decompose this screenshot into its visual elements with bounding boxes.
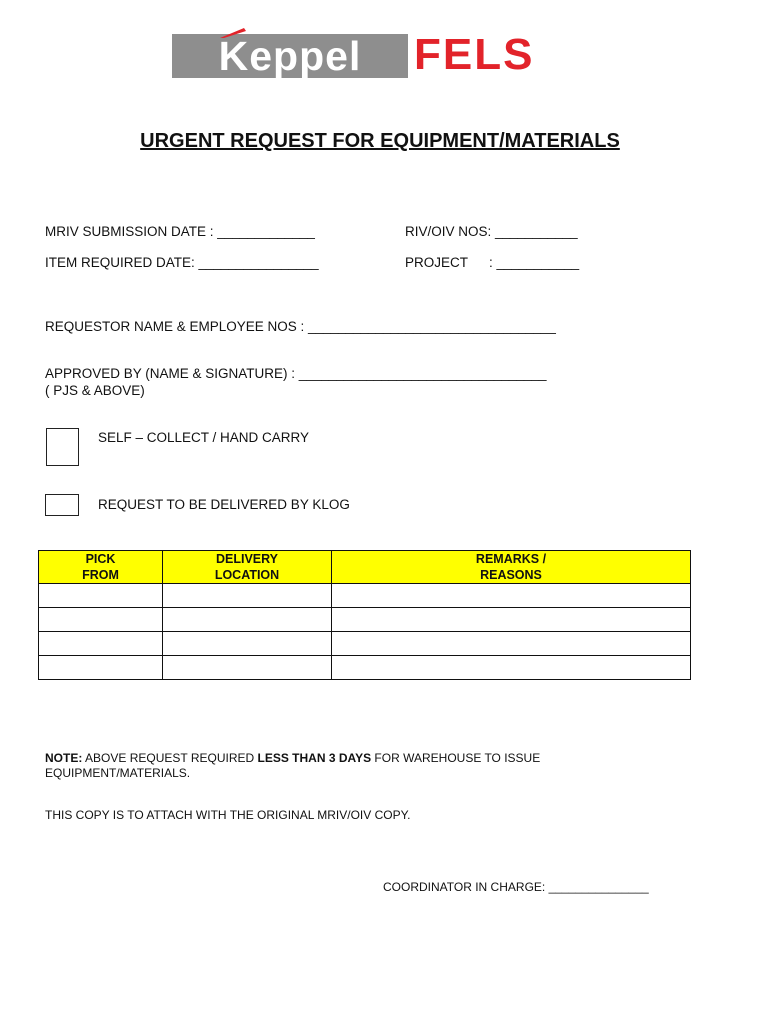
delivered-by-klog-label: REQUEST TO BE DELIVERED BY KLOG (98, 497, 350, 512)
table-cell[interactable] (332, 584, 691, 608)
attach-note: THIS COPY IS TO ATTACH WITH THE ORIGINAL MRIV/OIV COPY. (45, 808, 411, 822)
self-collect-checkbox-extra (46, 446, 79, 466)
header-delivery-location: DELIVERY LOCATION (163, 551, 332, 584)
warehouse-note (45, 751, 540, 765)
table-row (39, 584, 691, 608)
mriv-submission-date-field: MRIV SUBMISSION DATE : _____________ (45, 224, 315, 239)
table-cell[interactable] (163, 632, 332, 656)
table-cell[interactable] (39, 632, 163, 656)
table-cell[interactable] (332, 632, 691, 656)
header-pick-from: PICK FROM (39, 551, 163, 584)
warehouse-note-line2: EQUIPMENT/MATERIALS. (45, 766, 191, 780)
note-emphasis: LESS THAN 3 DAYS (257, 751, 372, 765)
note-text-2: FOR WAREHOUSE TO ISSUE (371, 751, 541, 765)
requestor-field: REQUESTOR NAME & EMPLOYEE NOS : _________________________________ (45, 319, 556, 334)
table-cell[interactable] (163, 608, 332, 632)
table-cell[interactable] (332, 656, 691, 680)
table-cell[interactable] (39, 656, 163, 680)
riv-oiv-nos-field: RIV/OIV NOS: ___________ (405, 224, 578, 239)
approved-by-field: APPROVED BY (NAME & SIGNATURE) : _________________________________ (45, 366, 547, 381)
table-cell[interactable] (39, 584, 163, 608)
delivered-by-klog-checkbox[interactable] (45, 494, 79, 516)
logo-swoosh-icon (218, 27, 248, 39)
table-row (39, 632, 691, 656)
self-collect-label: SELF – COLLECT / HAND CARRY (98, 430, 310, 445)
table-cell[interactable] (39, 608, 163, 632)
table-cell[interactable] (163, 656, 332, 680)
table-header-row (39, 551, 691, 584)
table-cell[interactable] (163, 584, 332, 608)
logo-keppel-wordmark: Keppel (172, 34, 408, 78)
project-field: : ___________ (489, 255, 580, 270)
pickup-delivery-table (38, 550, 691, 680)
form-title: URGENT REQUEST FOR EQUIPMENT/MATERIALS (140, 130, 620, 152)
table-row (39, 656, 691, 680)
note-text-1: ABOVE REQUEST REQUIRED (82, 751, 258, 765)
table-cell[interactable] (332, 608, 691, 632)
header-remarks-reasons: REMARKS / REASONS (332, 551, 691, 584)
note-label: NOTE: (45, 751, 83, 765)
logo-fels-wordmark: FELS (414, 30, 535, 79)
approved-by-note: ( PJS & ABOVE) (45, 383, 145, 398)
project-label: PROJECT (405, 255, 469, 270)
coordinator-field: COORDINATOR IN CHARGE: _______________ (383, 880, 649, 894)
table-row (39, 608, 691, 632)
item-required-date-field: ITEM REQUIRED DATE: ________________ (45, 255, 319, 270)
